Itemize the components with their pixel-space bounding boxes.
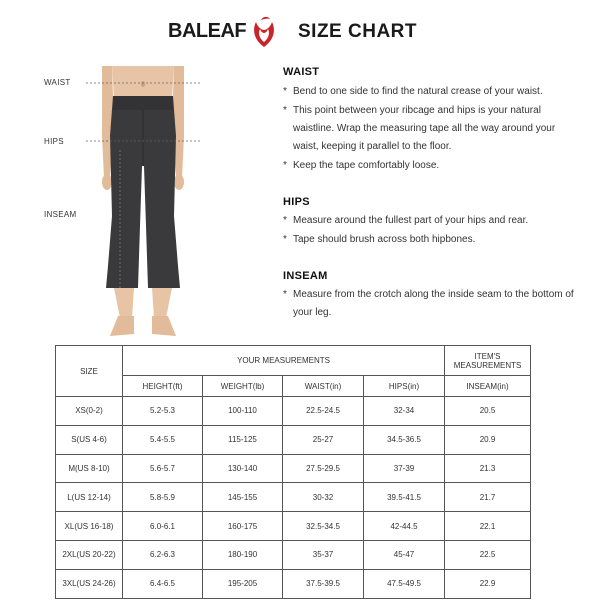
hips-label: HIPS [44,137,64,146]
table-cell: 34.5-36.5 [364,425,445,454]
column-header: HIPS(in) [364,376,445,397]
table-row [56,512,531,541]
table-cell: 20.5 [445,397,531,426]
waist-bullet: * Bend to one side to find the natural crease of your waist. [283,83,583,101]
table-cell: 32.5-34.5 [283,512,364,541]
your-measurements-header: YOUR MEASUREMENTS [123,346,445,376]
waist-bullet: * This point between your ribcage and hips is your natural waistline. Wrap the measuring tape all the way around your waist, keeping it parallel to the floor. [283,102,583,156]
table-cell: 22.5 [445,540,531,569]
size-table [55,345,531,599]
table-cell: 21.3 [445,454,531,483]
column-header: INSEAM(in) [445,376,531,397]
table-cell: 130-140 [203,454,283,483]
header [0,14,600,54]
size-cell: S(US 4-6) [56,425,123,454]
table-cell: 5.8-5.9 [123,483,203,512]
brand-name: BALEAF [168,20,247,42]
table-cell: 5.6-5.7 [123,454,203,483]
inseam-section-title: INSEAM [283,270,328,282]
table-cell: 25-27 [283,425,364,454]
hips-section-title: HIPS [283,196,310,208]
table-cell: 47.5-49.5 [364,569,445,598]
table-cell: 32-34 [364,397,445,426]
table-cell: 27.5-29.5 [283,454,364,483]
column-header: WAIST(in) [283,376,364,397]
table-cell: 160-175 [203,512,283,541]
model-figure [88,66,198,342]
table-row [56,397,531,426]
table-cell: 145-155 [203,483,283,512]
table-row [56,454,531,483]
table-cell: 180-190 [203,540,283,569]
table-cell: 30-32 [283,483,364,512]
table-cell: 45-47 [364,540,445,569]
hips-bullet: * Measure around the fullest part of your hips and rear. [283,212,583,230]
table-cell: 37.5-39.5 [283,569,364,598]
size-header: SIZE [56,346,123,397]
table-cell: 6.4-6.5 [123,569,203,598]
table-cell: 42-44.5 [364,512,445,541]
table-cell: 37-39 [364,454,445,483]
size-table-body [56,397,531,599]
table-cell: 21.7 [445,483,531,512]
table-cell: 20.9 [445,425,531,454]
size-cell: 2XL(US 20-22) [56,540,123,569]
size-cell: XS(0-2) [56,397,123,426]
table-cell: 39.5-41.5 [364,483,445,512]
table-row [56,569,531,598]
inseam-bullet: * Measure from the crotch along the inside seam to the bottom of your leg. [283,286,583,322]
waist-section-title: WAIST [283,66,320,78]
table-cell: 22.1 [445,512,531,541]
column-header: WEIGHT(lb) [203,376,283,397]
size-cell: 3XL(US 24-26) [56,569,123,598]
size-cell: L(US 12-14) [56,483,123,512]
table-cell: 22.9 [445,569,531,598]
size-table-wrapper [55,345,530,598]
table-cell: 195-205 [203,569,283,598]
waist-label: WAIST [44,78,71,87]
baleaf-logo-icon [246,14,282,50]
table-cell: 5.4-5.5 [123,425,203,454]
table-row [56,540,531,569]
table-cell: 22.5-24.5 [283,397,364,426]
table-row [56,425,531,454]
size-cell: M(US 8-10) [56,454,123,483]
size-cell: XL(US 16-18) [56,512,123,541]
page-title: SIZE CHART [298,21,417,42]
items-measurements-header: ITEM'S MEASUREMENTS [445,346,531,376]
table-cell: 115-125 [203,425,283,454]
table-cell: 6.0-6.1 [123,512,203,541]
table-row [56,483,531,512]
column-header: HEIGHT(ft) [123,376,203,397]
table-cell: 35-37 [283,540,364,569]
hips-bullet: * Tape should brush across both hipbones. [283,231,583,249]
table-cell: 6.2-6.3 [123,540,203,569]
table-cell: 100-110 [203,397,283,426]
table-cell: 5.2-5.3 [123,397,203,426]
waist-bullet: * Keep the tape comfortably loose. [283,157,583,175]
inseam-label: INSEAM [44,210,77,219]
